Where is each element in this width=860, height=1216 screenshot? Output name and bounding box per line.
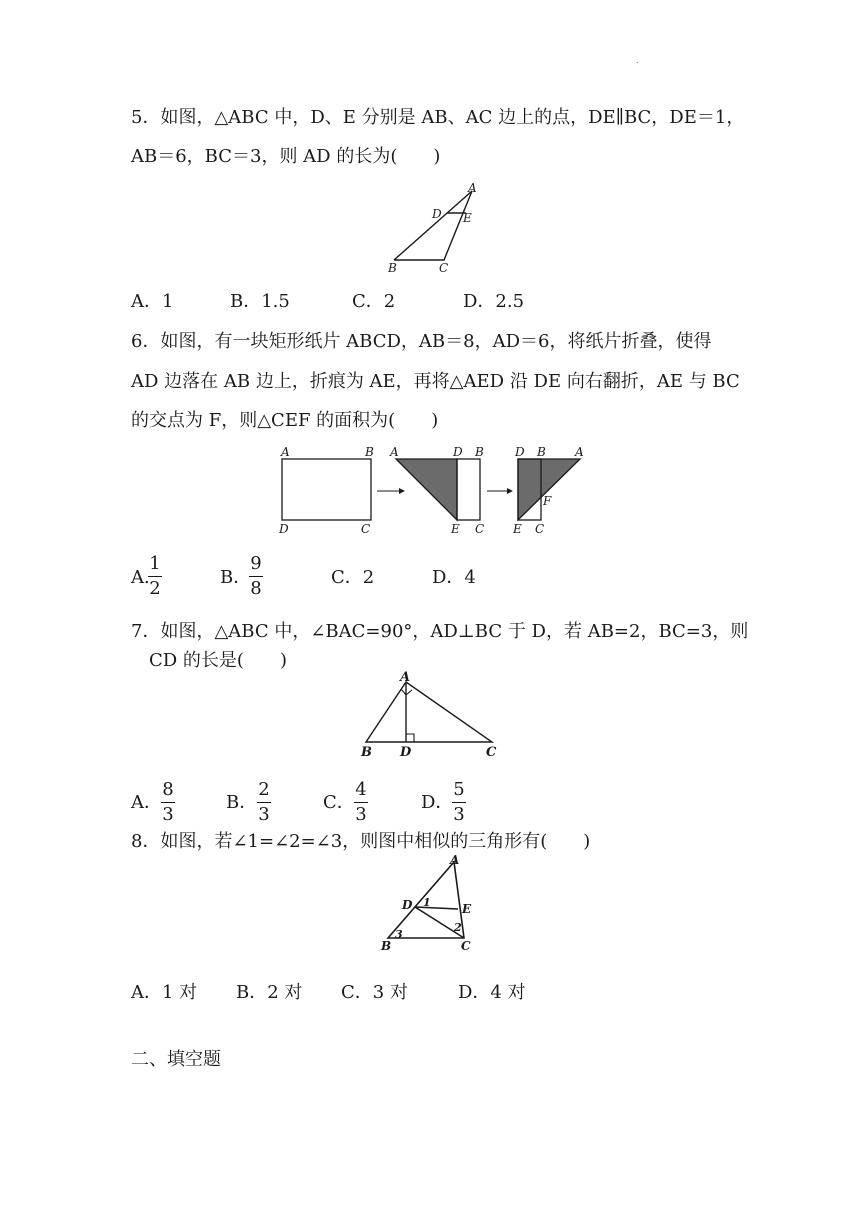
- q7-option-b-prefix: B．: [226, 792, 258, 813]
- q6-fig1-label-c: C: [361, 522, 371, 536]
- section-title-fill-in-blank: 二、填空题: [131, 1049, 221, 1070]
- q5-label-a: A: [468, 181, 477, 195]
- q7-option-d-denominator: 3: [453, 804, 465, 825]
- q6-fig2-label-b: B: [475, 445, 484, 459]
- q6-fig2-label-e: E: [451, 522, 460, 536]
- q6-fig2-label-c: C: [475, 522, 485, 536]
- q8-text-line1: 8．如图，若∠1=∠2=∠3，则图中相似的三角形有( ): [131, 831, 591, 852]
- q7-option-d-numerator: 5: [453, 779, 465, 800]
- q8-option-d[interactable]: D．4 对: [458, 982, 526, 1003]
- q6-option-b-fraction: [249, 554, 263, 599]
- q7-option-a-numerator: 8: [162, 779, 174, 800]
- q5-label-d: D: [432, 207, 442, 221]
- q8-similar-triangles-figure: [378, 852, 482, 956]
- q8-label-d: D: [402, 898, 413, 912]
- q7-option-c-prefix: C．: [323, 792, 355, 813]
- q5-triangle-figure: [384, 180, 484, 276]
- q6-fig3-label-b: B: [537, 445, 546, 459]
- q8-label-c: C: [461, 939, 471, 953]
- q7-option-a-denominator: 3: [162, 804, 174, 825]
- q6-folding-figure: [275, 444, 595, 540]
- q6-option-a-prefix: A.: [131, 567, 150, 588]
- q5-option-b[interactable]: B．1.5: [230, 291, 290, 312]
- q6-fig1-label-a: A: [281, 445, 290, 459]
- q7-option-b-denominator: 3: [258, 804, 270, 825]
- q7-label-b: B: [361, 745, 372, 760]
- q6-fig3-label-f: F: [543, 494, 552, 508]
- q8-angle-2: 2: [454, 921, 462, 934]
- q6-fig1-label-b: B: [365, 445, 374, 459]
- q8-angle-3: 3: [395, 928, 403, 941]
- q6-text-line2: AD 边落在 AB 边上，折痕为 AE，再将△AED 沿 DE 向右翻折，AE 与 BC: [131, 371, 740, 392]
- q6-option-b-numerator: 9: [250, 553, 262, 574]
- q6-fig3-label-c: C: [535, 522, 545, 536]
- q7-option-b-fraction: [257, 780, 271, 825]
- q5-option-c[interactable]: C．2: [352, 291, 396, 312]
- q6-option-d[interactable]: D．4: [432, 567, 476, 588]
- q6-option-b-denominator: 8: [250, 578, 262, 599]
- q5-label-b: B: [388, 261, 397, 275]
- q8-option-c[interactable]: C．3 对: [341, 982, 408, 1003]
- q7-option-c-numerator: 4: [355, 779, 367, 800]
- q6-fig2-label-d: D: [453, 445, 463, 459]
- q5-option-a[interactable]: A．1: [131, 291, 174, 312]
- q7-text-line2: CD 的长是( ): [149, 650, 287, 671]
- q7-option-b-numerator: 2: [258, 779, 270, 800]
- q6-fig2-label-a: A: [390, 445, 399, 459]
- q6-fig3-label-a: A: [575, 445, 584, 459]
- page-mark: .: [636, 56, 639, 65]
- q6-fig1-label-d: D: [279, 522, 289, 536]
- q8-option-a[interactable]: A．1 对: [131, 982, 198, 1003]
- q7-label-d: D: [400, 745, 412, 760]
- q8-label-a: A: [450, 853, 460, 867]
- q7-option-a-prefix: A．: [131, 792, 162, 813]
- q7-option-d-fraction: [452, 780, 466, 825]
- q5-text-line2: AB＝6，BC＝3，则 AD 的长为( ): [131, 146, 441, 167]
- q7-option-d-prefix: D．: [421, 792, 454, 813]
- q6-text-line1: 6．如图，有一块矩形纸片 ABCD，AB＝8，AD＝6，将纸片折叠，使得: [131, 331, 712, 352]
- q6-option-a-numerator: 1: [149, 553, 161, 574]
- q7-right-triangle-figure: [356, 668, 506, 760]
- q6-text-line3: 的交点为 F，则△CEF 的面积为( ): [131, 410, 439, 431]
- q7-label-c: C: [486, 745, 497, 760]
- q8-angle-1: 1: [423, 896, 431, 909]
- q6-option-c[interactable]: C．2: [331, 567, 375, 588]
- q7-text-line1: 7．如图，△ABC 中，∠BAC=90°，AD⊥BC 于 D，若 AB=2，BC=3，则: [131, 621, 749, 642]
- q5-label-c: C: [439, 261, 449, 275]
- q8-option-b[interactable]: B．2 对: [236, 982, 303, 1003]
- q7-option-c-denominator: 3: [355, 804, 367, 825]
- q6-fig3-label-d: D: [515, 445, 525, 459]
- q7-label-a: A: [400, 670, 411, 685]
- q7-option-a-fraction: [161, 780, 175, 825]
- q8-label-b: B: [381, 939, 392, 953]
- q6-option-b-prefix: B．: [220, 567, 252, 588]
- q6-option-a-denominator: 2: [149, 578, 161, 599]
- q6-fig3-label-e: E: [513, 522, 522, 536]
- q5-text-line1: 5．如图，△ABC 中，D、E 分别是 AB、AC 边上的点，DE∥BC，DE＝1，: [131, 107, 745, 128]
- q5-option-d[interactable]: D．2.5: [463, 291, 525, 312]
- q6-option-a-fraction: [148, 554, 162, 599]
- q7-option-c-fraction: [354, 780, 368, 825]
- q5-label-e: E: [463, 211, 472, 225]
- q8-label-e: E: [462, 902, 472, 916]
